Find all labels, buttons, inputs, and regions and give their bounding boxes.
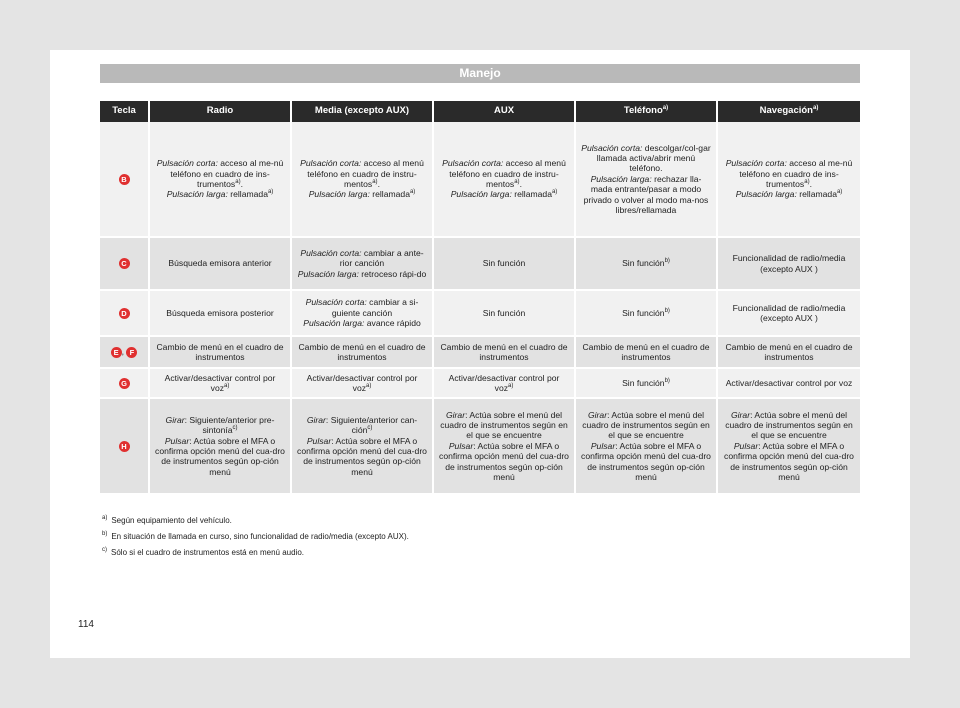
cell-text: rellamada — [511, 189, 552, 200]
cell-line — [439, 258, 569, 268]
cell-line — [297, 269, 427, 279]
cell-text: Funcionalidad de radio/media (excepto AUX ) — [732, 302, 846, 323]
cell-line — [155, 342, 285, 363]
cell-navegacion — [718, 399, 860, 495]
cell-navegacion — [718, 337, 860, 369]
cell-text: Búsqueda emisora posterior — [166, 307, 274, 318]
footnote-ref: a) — [235, 179, 241, 186]
footnote-ref: a) — [662, 105, 669, 112]
cell-line — [439, 158, 569, 189]
cell-text: Sin función — [622, 258, 665, 269]
key-badge-f: F — [126, 347, 137, 358]
cell-line — [581, 378, 711, 388]
action-label: Girar — [730, 409, 751, 420]
cell-line — [155, 436, 285, 478]
cell-line — [723, 158, 855, 189]
page-number: 114 — [78, 619, 94, 630]
footnote-ref: a) — [409, 189, 416, 196]
cell-line — [155, 189, 285, 199]
cell-telefono — [576, 399, 718, 495]
cell-navegacion — [718, 369, 860, 399]
footnote-ref: a) — [836, 189, 843, 196]
cell-media — [292, 337, 434, 369]
cell-text: Activar/desactivar control por voz — [448, 372, 560, 393]
section-title: Manejo — [100, 64, 860, 83]
cell-line — [439, 410, 569, 441]
footnote-ref: a) — [812, 105, 819, 112]
cell-text: : Actúa sobre el menú del cuadro de instrumentos según en el que se encuentre — [440, 409, 568, 441]
cell-line — [297, 248, 427, 269]
cell-media — [292, 238, 434, 291]
cell-text: cambiar a ante-rior canción — [339, 247, 424, 269]
cell-radio — [150, 238, 292, 291]
cell-telefono — [576, 291, 718, 337]
cell-text: Sin función — [482, 258, 526, 269]
cell-text: : Actúa sobre el MFA o confirma opción menú del cua-dro de instrumentos según op-ción menú — [581, 440, 711, 483]
action-label: Girar — [306, 414, 326, 425]
action-label: Pulsación corta: — [581, 142, 643, 153]
action-label: Pulsar — [733, 440, 759, 451]
key-cell — [100, 238, 150, 291]
cell-aux — [434, 399, 576, 495]
action-label: Pulsación corta: — [305, 297, 367, 308]
cell-aux — [434, 369, 576, 399]
action-label: Girar — [445, 409, 466, 420]
footnote-ref: c) — [367, 425, 373, 432]
key-cell — [100, 122, 150, 238]
cell-line — [723, 189, 855, 199]
key-cell — [100, 369, 150, 399]
footnote-c: $^{c)}$ Sólo si el cuadro de instrumentos está en menú audio. — [102, 547, 305, 557]
cell-text: : Actúa sobre el MFA o confirma opción menú del cua-dro de instrumentos según op-ción menú — [439, 440, 569, 483]
action-label: Pulsación corta: — [156, 158, 218, 169]
cell-text-end: . — [809, 179, 812, 189]
cell-text: Cambio de menú en el cuadro de instrumentos — [298, 341, 426, 362]
cell-text: descolgar/col-gar llamada activa/abrir menú teléfono. — [596, 142, 711, 174]
key-badge-d: D — [119, 308, 130, 319]
cell-aux — [434, 337, 576, 369]
action-label: Pulsación corta: — [442, 158, 504, 169]
key-badge-b: B — [119, 174, 130, 185]
action-label: Pulsación larga: — [590, 173, 652, 184]
cell-line — [439, 308, 569, 318]
cell-text: : Actúa sobre el menú del cuadro de instrumentos según en el que se encuentre — [725, 409, 853, 441]
action-label: Pulsar — [164, 435, 190, 446]
cell-line — [297, 373, 427, 394]
cell-line — [723, 342, 855, 363]
cell-media — [292, 399, 434, 495]
cell-radio — [150, 337, 292, 369]
cell-text: rellamada — [369, 189, 410, 200]
cell-line — [297, 158, 427, 189]
cell-text: acceso al me-nú teléfono en cuadro de ins-trumentos — [739, 158, 853, 189]
key-badge-g: G — [119, 378, 130, 389]
footnote-ref: b) — [664, 258, 670, 265]
cell-line — [155, 158, 285, 189]
cell-line — [297, 189, 427, 199]
footnote-ref: a) — [551, 189, 558, 196]
action-label: Girar — [165, 414, 185, 425]
key-cell — [100, 399, 150, 495]
table-row — [100, 122, 860, 238]
table-header-row — [100, 101, 860, 122]
cell-line — [297, 297, 427, 318]
cell-line — [581, 174, 711, 216]
cell-aux — [434, 238, 576, 291]
cell-aux — [434, 122, 576, 238]
cell-text: retroceso rápi-do — [358, 268, 427, 279]
cell-text: : Siguiente/anterior pre-sintonía — [184, 414, 275, 436]
column-header-navegacion: Navegación$^{a)}$ — [718, 101, 860, 122]
cell-text: : Actúa sobre el menú del cuadro de instrumentos según en el que se encuentre — [582, 409, 710, 441]
footnote-b: $^{b)}$ En situación de llamada en curso, sino funcionalidad de radio/media (excepto AUX). — [102, 531, 409, 541]
cell-navegacion — [718, 291, 860, 337]
cell-text: avance rápido — [364, 318, 421, 329]
action-label: Pulsar — [448, 440, 474, 451]
cell-telefono — [576, 122, 718, 238]
column-header-media: Media (excepto AUX) — [292, 101, 434, 122]
cell-text: Activar/desactivar control por voz — [306, 372, 418, 393]
action-label: Pulsación corta: — [300, 247, 362, 258]
cell-text: rellamada — [796, 189, 837, 200]
action-label: Pulsación corta: — [725, 158, 787, 169]
cell-text: acceso al me-nú teléfono en cuadro de ins-trumentos — [170, 158, 284, 189]
cell-navegacion — [718, 238, 860, 291]
cell-text: Cambio de menú en el cuadro de instrumentos — [440, 341, 568, 362]
footnotes — [102, 516, 842, 564]
cell-text: : Actúa sobre el MFA o confirma opción menú del cua-dro de instrumentos según op-ción menú — [297, 435, 427, 477]
cell-media — [292, 291, 434, 337]
action-label: Pulsación corta: — [300, 158, 362, 169]
cell-text: Activar/desactivar control por voz — [725, 377, 853, 388]
action-label: Pulsación larga: — [735, 189, 797, 200]
cell-line — [581, 143, 711, 174]
cell-text: Cambio de menú en el cuadro de instrumentos — [582, 341, 710, 362]
controls-table — [100, 101, 860, 495]
action-label: Pulsación larga: — [166, 189, 228, 200]
key-badge-e: E — [111, 347, 122, 358]
table-row — [100, 337, 860, 369]
cell-text: rechazar lla-mada entrante/pasar a modo privado o volver al modo ma-nos libres/rellamada — [583, 173, 709, 216]
cell-text: Activar/desactivar control por voz — [164, 372, 276, 393]
cell-line — [723, 410, 855, 441]
key-cell — [100, 337, 150, 369]
cell-text: cambiar a si-guiente canción — [331, 297, 419, 318]
cell-text: acceso al menú teléfono en cuadro de instru-mentos — [449, 158, 566, 189]
cell-telefono — [576, 238, 718, 291]
cell-text: : Siguiente/anterior can-ción — [325, 414, 418, 436]
cell-text-end: . — [240, 179, 243, 189]
cell-line — [723, 441, 855, 483]
table-body — [100, 122, 860, 495]
action-label: Pulsación larga: — [297, 268, 359, 279]
cell-line — [297, 436, 427, 478]
cell-line — [723, 378, 855, 388]
cell-aux — [434, 291, 576, 337]
footnote-ref: a) — [514, 179, 520, 186]
cell-line — [439, 441, 569, 483]
cell-line — [581, 258, 711, 268]
action-label: Pulsación larga: — [308, 189, 370, 200]
footnote-ref: c) — [232, 425, 238, 432]
footnote-ref: a) — [267, 189, 274, 196]
cell-telefono — [576, 337, 718, 369]
cell-radio — [150, 291, 292, 337]
cell-text: Sin función — [622, 377, 665, 388]
cell-media — [292, 369, 434, 399]
cell-radio — [150, 122, 292, 238]
table-row — [100, 291, 860, 337]
cell-radio — [150, 399, 292, 495]
action-label: Pulsar — [306, 435, 332, 446]
cell-line — [155, 415, 285, 436]
action-label: Pulsar — [590, 440, 616, 451]
cell-line — [581, 410, 711, 441]
cell-navegacion — [718, 122, 860, 238]
cell-line — [581, 441, 711, 483]
footnote-ref: a) — [804, 179, 810, 186]
cell-line — [723, 253, 855, 274]
key-badge-c: C — [119, 258, 130, 269]
key-badge-h: H — [119, 441, 130, 452]
table-row — [100, 369, 860, 399]
footnote-ref: b) — [664, 307, 670, 314]
cell-line — [297, 342, 427, 363]
footnote-ref: a) — [372, 179, 378, 186]
column-header-aux: AUX — [434, 101, 576, 122]
cell-text: Cambio de menú en el cuadro de instrumentos — [725, 341, 853, 362]
cell-line — [155, 308, 285, 318]
table-row — [100, 238, 860, 291]
cell-text: Cambio de menú en el cuadro de instrumentos — [156, 341, 284, 362]
cell-text: : Actúa sobre el MFA o confirma opción menú del cua-dro de instrumentos según op-ción menú — [155, 435, 285, 477]
cell-text: : Actúa sobre el MFA o confirma opción menú del cua-dro de instrumentos según op-ción menú — [724, 440, 854, 483]
footnote-ref: b) — [664, 377, 670, 384]
cell-text-end: . — [377, 179, 380, 189]
footnote-a: $^{a)}$ Según equipamiento del vehículo. — [102, 515, 232, 525]
footnote-ref: a) — [366, 383, 372, 390]
cell-telefono — [576, 369, 718, 399]
table-row — [100, 399, 860, 495]
footnote-ref: a) — [224, 383, 230, 390]
cell-line — [581, 308, 711, 318]
cell-text: rellamada — [227, 189, 268, 200]
key-separator: , — [121, 346, 127, 357]
cell-line — [581, 342, 711, 363]
cell-media — [292, 122, 434, 238]
document-page — [50, 50, 910, 658]
action-label: Pulsación larga: — [303, 318, 365, 329]
action-label: Girar — [587, 409, 608, 420]
cell-line — [439, 189, 569, 199]
column-header-telefono: Teléfono$^{a)}$ — [576, 101, 718, 122]
cell-text: Sin función — [622, 307, 665, 318]
cell-radio — [150, 369, 292, 399]
cell-text: Búsqueda emisora anterior — [168, 258, 272, 269]
column-header-tecla: Tecla — [100, 101, 150, 122]
cell-text: Funcionalidad de radio/media (excepto AUX ) — [732, 253, 846, 274]
cell-line — [723, 303, 855, 324]
cell-line — [297, 415, 427, 436]
key-cell — [100, 291, 150, 337]
cell-line — [155, 258, 285, 268]
cell-line — [439, 373, 569, 394]
footnote-ref: a) — [508, 383, 514, 390]
cell-text: acceso al menú teléfono en cuadro de instru-mentos — [307, 158, 424, 189]
cell-text-end: . — [519, 179, 522, 189]
cell-line — [439, 342, 569, 363]
cell-line — [297, 318, 427, 328]
cell-line — [155, 373, 285, 394]
action-label: Pulsación larga: — [450, 189, 512, 200]
column-header-radio: Radio — [150, 101, 292, 122]
cell-text: Sin función — [482, 307, 526, 318]
